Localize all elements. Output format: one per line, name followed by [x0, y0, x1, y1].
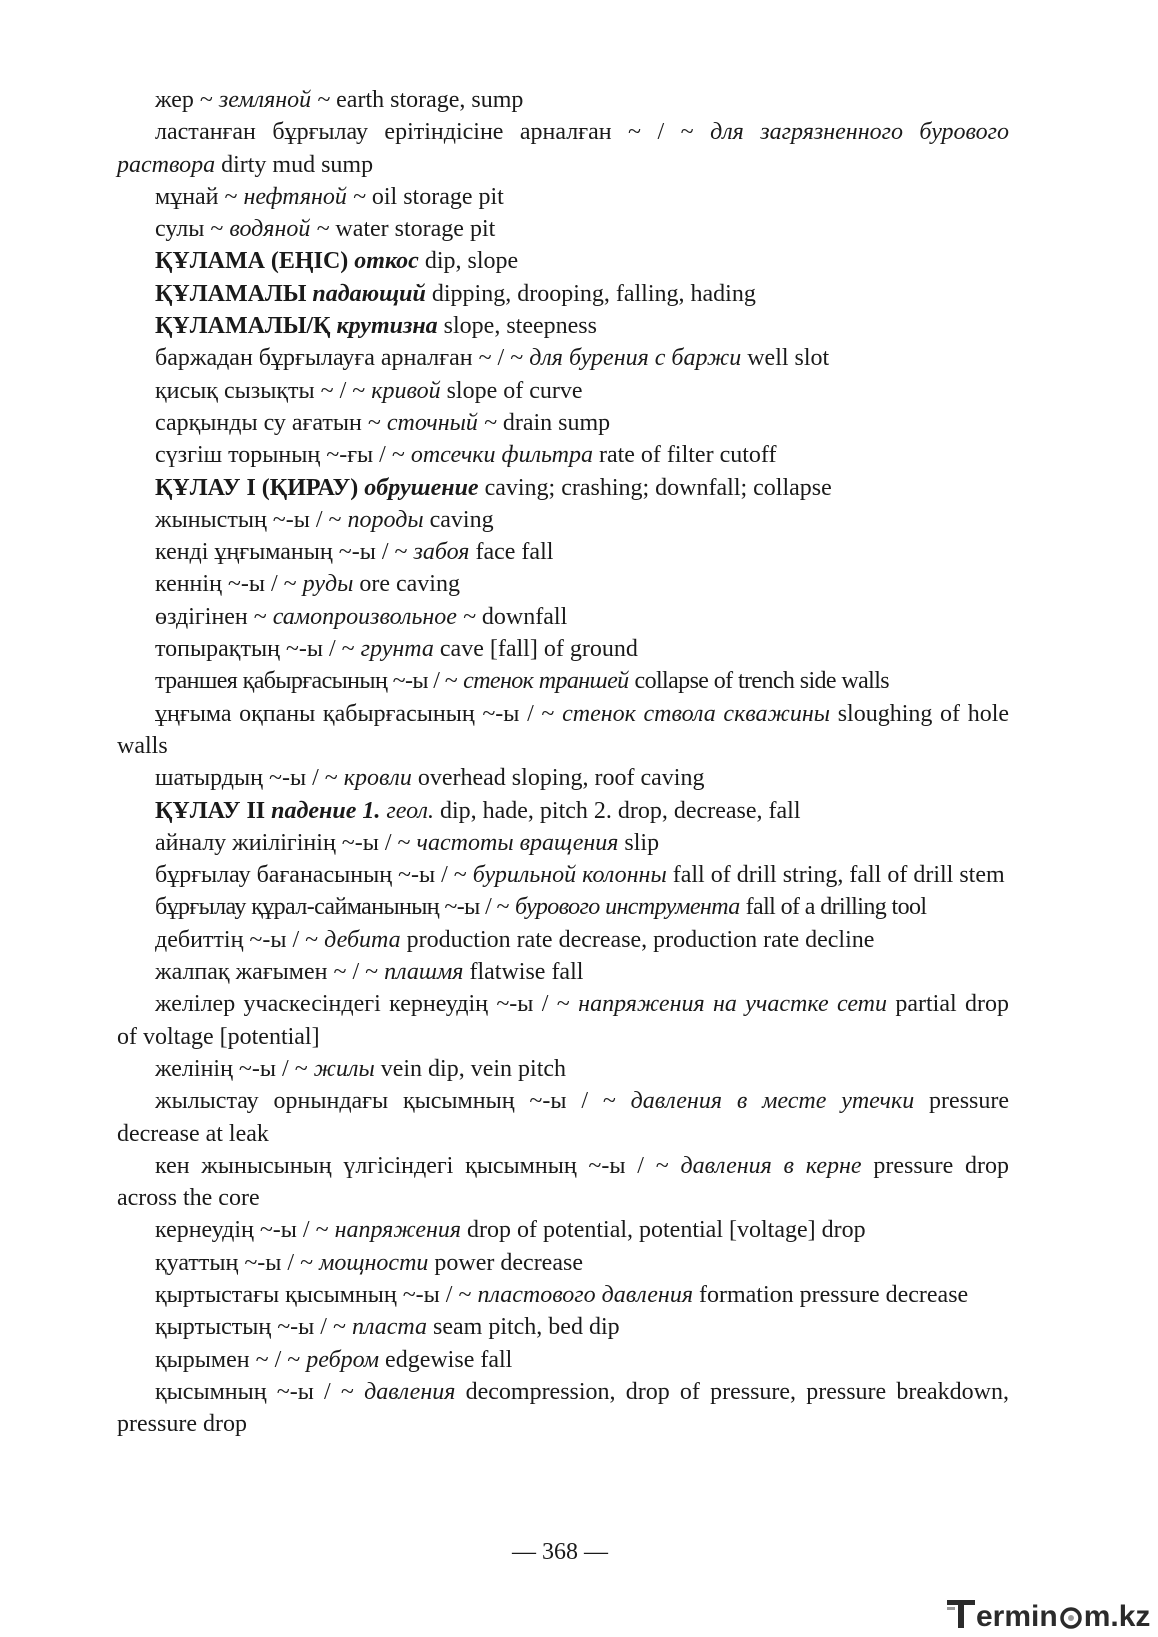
russian-term: породы — [347, 506, 424, 533]
russian-term: самопроизвольное ~ — [272, 603, 476, 630]
dictionary-entry — [117, 924, 1009, 956]
dictionary-entry — [117, 1344, 1009, 1376]
kazakh-term: жер ~ — [155, 87, 213, 113]
russian-term: плашмя — [384, 959, 464, 986]
headword: ҚҰЛАМА (ЕҢІС) — [155, 248, 349, 275]
english-translation: edgewise fall — [385, 1346, 513, 1373]
russian-term: нефтяной ~ — [243, 183, 366, 210]
kazakh-term: шатырдың ~-ы / ~ — [155, 765, 338, 792]
dictionary-entry — [117, 1279, 1009, 1311]
kazakh-term: кернеудің ~-ы / ~ — [155, 1217, 329, 1244]
english-translation: water storage pit — [335, 216, 496, 243]
english-translation: ore caving — [359, 571, 460, 598]
dictionary-entry — [117, 472, 1009, 504]
entry-list — [117, 84, 1009, 1440]
english-translation: cave [fall] of ground — [439, 636, 638, 663]
kazakh-term: жыныстың ~-ы / ~ — [155, 506, 342, 533]
kazakh-term: қырымен ~ / ~ — [155, 1346, 301, 1373]
russian-term: стенок ствола скважины — [562, 700, 831, 727]
dictionary-entry — [117, 795, 1009, 827]
headword-russian: обрушение — [364, 474, 479, 501]
english-translation: drop of potential, potential [voltage] drop — [467, 1217, 866, 1244]
watermark-text-start: ermin — [976, 1600, 1058, 1633]
dictionary-entry — [117, 665, 1009, 697]
russian-term: сточный ~ — [386, 409, 497, 436]
english-translation: caving — [429, 506, 494, 533]
kazakh-term: топырақтың ~-ы / ~ — [155, 636, 355, 663]
dictionary-entry — [117, 1311, 1009, 1343]
dictionary-entry — [117, 181, 1009, 213]
english-translation: rate of filter cutoff — [598, 442, 777, 469]
kazakh-term: айналу жиілігінің ~-ы / ~ — [155, 829, 411, 856]
russian-term: стенок траншей — [463, 668, 629, 695]
english-translation: face fall — [475, 539, 554, 566]
english-translation: oil storage pit — [371, 183, 504, 210]
russian-term: земляной ~ — [218, 87, 331, 113]
english-translation: slope, steepness — [443, 313, 597, 340]
dictionary-entry — [117, 536, 1009, 568]
russian-term: пласта — [351, 1314, 427, 1341]
english-translation: well slot — [747, 345, 830, 372]
dictionary-entry — [117, 891, 1009, 923]
kazakh-term: қысымның ~-ы / ~ — [155, 1378, 354, 1405]
english-translation: dirty mud sump — [221, 151, 374, 178]
russian-term: ребром — [306, 1346, 380, 1373]
headword: ҚҰЛАМАЛЫ/Қ — [155, 313, 331, 340]
kazakh-term: өздігінен ~ — [155, 603, 267, 630]
english-translation: power decrease — [434, 1249, 583, 1276]
dictionary-entry — [117, 245, 1009, 277]
kazakh-term: сарқынды су ағатын ~ — [155, 409, 381, 436]
headword: ҚҰЛАУ I (ҚИРАУ) — [155, 474, 359, 501]
russian-term: для загрязненного бурового раствора — [117, 119, 1009, 178]
headword-russian: откос — [354, 248, 419, 275]
russian-term: руды — [302, 571, 354, 598]
dictionary-entry — [117, 1053, 1009, 1085]
kazakh-term: дебиттің ~-ы / ~ — [155, 926, 319, 953]
watermark-text-end: m.kz — [1083, 1600, 1151, 1633]
dictionary-entry — [117, 601, 1009, 633]
russian-term: водяной ~ — [229, 216, 330, 243]
dictionary-entry — [117, 762, 1009, 794]
kazakh-term: желінің ~-ы / ~ — [155, 1055, 308, 1082]
kazakh-term: жылыстау орнындағы қысымның ~-ы / ~ — [155, 1088, 616, 1115]
dictionary-entry — [117, 278, 1009, 310]
english-translation: fall of a drilling tool — [745, 894, 927, 921]
dictionary-entry — [117, 859, 1009, 891]
dictionary-entry — [117, 956, 1009, 988]
kazakh-term: бұрғылау құрал-сайманының ~-ы / ~ — [155, 894, 509, 921]
kazakh-term: қыртыстың ~-ы / ~ — [155, 1314, 346, 1341]
watermark-logo — [946, 1598, 1158, 1634]
headword-russian: падение 1. — [271, 797, 381, 824]
kazakh-term: кеннің ~-ы / ~ — [155, 571, 297, 598]
dictionary-entry — [117, 116, 1009, 181]
english-translation: seam pitch, bed dip — [433, 1314, 620, 1341]
dictionary-entry — [117, 568, 1009, 600]
english-translation: earth storage, sump — [336, 87, 524, 113]
russian-term: давления — [364, 1378, 456, 1405]
russian-term: жилы — [313, 1055, 375, 1082]
headword-russian: падающий — [312, 280, 426, 307]
english-translation: flatwise fall — [469, 959, 584, 986]
kazakh-term: сүзгіш торының ~-ғы / ~ — [155, 442, 405, 469]
kazakh-term: сулы ~ — [155, 216, 224, 243]
kazakh-term: ұңғыма оқпаны қабырғасының ~-ы / ~ — [155, 700, 555, 727]
headword: ҚҰЛАМАЛЫ — [155, 280, 307, 307]
dictionary-entry — [117, 375, 1009, 407]
russian-term: мощности — [319, 1249, 429, 1276]
english-translation: pressure drop across the core — [117, 1152, 1010, 1212]
circle-o-icon — [1058, 1604, 1084, 1630]
russian-term: грунта — [360, 636, 434, 663]
russian-term: дебита — [324, 926, 401, 953]
russian-term: давления в керне — [680, 1152, 862, 1179]
dictionary-entry — [117, 342, 1009, 374]
dictionary-entry — [117, 633, 1009, 665]
kazakh-term: қисық сызықты ~ / ~ — [155, 377, 366, 404]
english-translation: dip, hade, pitch 2. drop, decrease, fall — [439, 797, 801, 824]
english-translation: sloughing of hole walls — [117, 700, 1010, 759]
dictionary-entry — [117, 84, 1009, 116]
dictionary-entry — [117, 1376, 1009, 1441]
kazakh-term: желілер учаскесіндегі кернеудің ~-ы / ~ — [155, 991, 570, 1018]
russian-term: напряжения на участке сети — [578, 991, 887, 1018]
kazakh-term: мұнай ~ — [155, 183, 238, 210]
dictionary-entry — [117, 407, 1009, 439]
english-translation: collapse of trench side walls — [634, 668, 890, 695]
english-translation: slope of curve — [446, 377, 583, 404]
dictionary-entry — [117, 827, 1009, 859]
russian-term: бурильной колонны — [472, 862, 667, 889]
dictionary-entry — [117, 439, 1009, 471]
dictionary-entry — [117, 988, 1009, 1053]
english-translation: pressure decrease at leak — [117, 1088, 1010, 1147]
kazakh-term: баржадан бұрғылауға арналған ~ / ~ — [155, 345, 524, 372]
english-translation: formation pressure decrease — [699, 1281, 969, 1308]
russian-term: давления в месте утечки — [630, 1088, 915, 1115]
headword-russian: крутизна — [336, 313, 438, 340]
kazakh-term: қуаттың ~-ы / ~ — [155, 1249, 314, 1276]
english-translation: dip, slope — [424, 248, 519, 275]
page-number: — 368 — — [512, 1539, 608, 1565]
dictionary-entry — [117, 1214, 1009, 1246]
dictionary-entry — [117, 1085, 1009, 1150]
english-translation: drain sump — [502, 409, 611, 436]
english-translation: downfall — [481, 603, 568, 630]
english-translation: decompression, drop of pressure, pressure breakdown, pressure drop — [117, 1378, 1010, 1438]
kazakh-term: қыртыстағы қысымның ~-ы / ~ — [155, 1281, 472, 1308]
russian-term: геол. — [386, 797, 434, 824]
russian-term: забоя — [413, 539, 470, 566]
english-translation: partial drop of voltage [potential] — [117, 991, 1009, 1050]
kazakh-term: кенді ұңғыманың ~-ы / ~ — [155, 539, 408, 566]
russian-term: частоты вращения — [416, 829, 619, 856]
russian-term: кривой — [371, 377, 441, 404]
english-translation: dipping, drooping, falling, hading — [431, 280, 756, 307]
dictionary-entry — [117, 1150, 1009, 1215]
kazakh-term: ластанған бұрғылау ерітіндісіне арналған ~ / ~ — [155, 119, 694, 146]
english-translation: fall of drill string, fall of drill stem — [672, 862, 1005, 889]
english-translation: caving; crashing; downfall; collapse — [484, 474, 832, 501]
english-translation: vein dip, vein pitch — [380, 1055, 567, 1082]
russian-term: бурового инструмента — [514, 894, 740, 921]
dictionary-entry — [117, 1247, 1009, 1279]
russian-term: напряжения — [334, 1217, 462, 1244]
kazakh-term: жалпақ жағымен ~ / ~ — [155, 959, 379, 986]
english-translation: production rate decrease, production rate decline — [406, 926, 875, 953]
english-translation: overhead sloping, roof caving — [417, 765, 705, 792]
headword: ҚҰЛАУ II — [155, 797, 266, 824]
termincom-logo-icon — [946, 1598, 976, 1630]
dictionary-entry — [117, 310, 1009, 342]
english-translation: slip — [624, 829, 660, 856]
dictionary-entry — [117, 504, 1009, 536]
russian-term: пластового давления — [477, 1281, 693, 1308]
dictionary-entry — [117, 213, 1009, 245]
kazakh-term: траншея қабырғасының ~-ы / ~ — [155, 668, 458, 695]
russian-term: для бурения с баржи — [529, 345, 742, 372]
russian-term: кровли — [343, 765, 412, 792]
russian-term: отсечки фильтра — [410, 442, 593, 469]
kazakh-term: кен жынысының үлгісіндегі қысымның ~-ы / ~ — [155, 1152, 669, 1179]
dictionary-entry — [117, 698, 1009, 763]
kazakh-term: бұрғылау бағанасының ~-ы / ~ — [155, 862, 467, 889]
